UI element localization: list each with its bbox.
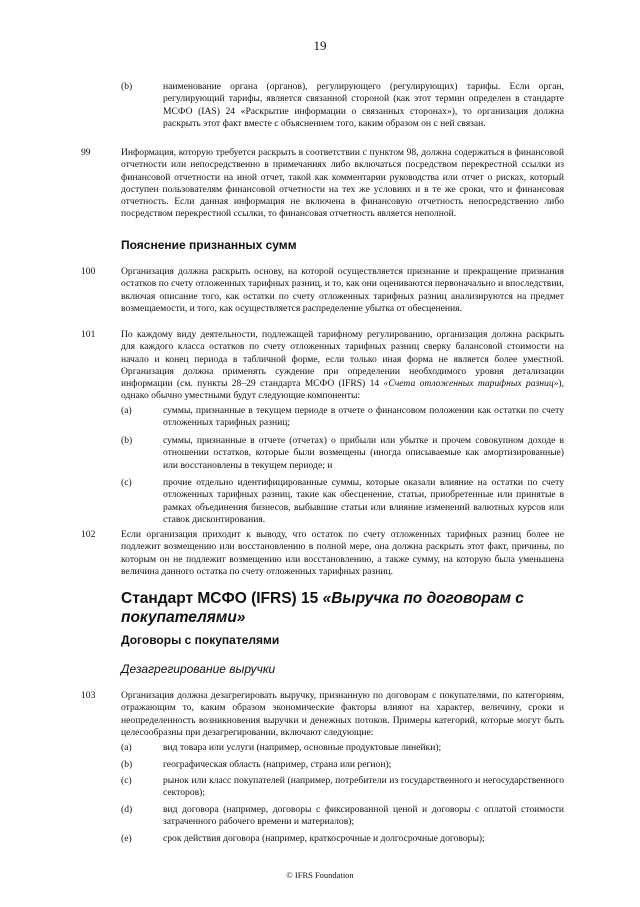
list-item-text: географическая область (например, страна или регион);: [163, 759, 392, 770]
list-item-text: наименование органа (органов), регулирующего (регулирующих) тарифы. Если орган, регулирующий тарифы, является связанной стороной (как этот термин определен в стандарте МСФО (IAS) 24 «Раскрытие информации о связанных сторонах»), то организация должна раскрыть этот факт вместе с объяснением того, каким образом он с ней связан.: [163, 81, 564, 129]
subsection-heading: Дезагрегирование выручки: [121, 662, 276, 676]
list-label: (b): [121, 759, 133, 770]
standard-heading: [121, 589, 541, 627]
paragraph-number: 103: [81, 690, 96, 701]
list-label: (a): [121, 405, 132, 416]
standard-heading-prefix: Стандарт МСФО (IFRS) 15: [121, 590, 323, 607]
list-label: (e): [121, 833, 132, 844]
list-item-text: суммы, признанные в отчете (отчетах) о прибыли или убытке и прочем совокупном доходе в отношении остатков, которые были возмещены (иногда описываемые как амортизированные) или восстановлены в текущем периоде; и: [163, 435, 564, 471]
list-item-text: прочие отдельно идентифицированные суммы, которые оказали влияние на остатки по счету отложенных тарифных разниц, такие как обесценение, статьи, приобретенные или принятые в рамках объединения бизнесов, выбывшие статьи или влияние изменений валютных курсов или ставок дисконтирования.: [163, 477, 564, 525]
paragraph-number: 100: [81, 266, 96, 277]
list-label: (c): [121, 477, 132, 488]
list-item-text: рынок или класс покупателей (например, потребители из государственного и негосударственного секторов);: [163, 775, 564, 799]
list-item-text: вид товара или услуги (например, основные продуктовые линейки);: [163, 742, 442, 753]
list-item-text: суммы, признанные в текущем периоде в отчете о финансовом положении как остатки по счету отложенных тарифных разниц;: [163, 405, 564, 429]
footer-copyright: © IFRS Foundation: [286, 870, 354, 880]
list-label: (b): [121, 81, 133, 92]
paragraph-number: 101: [81, 329, 96, 340]
list-label: (c): [121, 775, 132, 786]
paragraph-text: Информация, которую требуется раскрыть в соответствии с пунктом 98, должна содержаться в финансовой отчетности или непосредственно в примечаниях либо включаться посредством перекрестной ссылки из финансовой отчетности на иной отчет, такой как комментарии руководства или отчет о рисках, который доступен пользователям финансовой отчетности на тех же условиях и в те же сроки, что и финансовая отчетность. Если данная информация не включена в финансовую отчетность непосредственно либо посредством перекрестной ссылки, то финансовая отчетность является неполной.: [121, 147, 564, 220]
list-item-text: вид договора (например, договоры с фиксированной ценой и договоры с оплатой стоимости затраченного рабочего времени и материалов);: [163, 804, 564, 828]
paragraph-number: 102: [81, 529, 96, 540]
list-label: (a): [121, 742, 132, 753]
list-item-text: срок действия договора (например, краткосрочные и долгосрочные договоры);: [163, 833, 485, 844]
paragraph-number: 99: [81, 147, 91, 158]
section-heading: Договоры с покупателями: [121, 633, 280, 647]
paragraph-text: [121, 329, 564, 403]
paragraph-text: Организация должна дезагрегировать выручку, признанную по договорам с покупателями, по категориям, отражающим то, каким образом экономические факторы влияют на характер, величину, сроки и неопределенность возникновения выручки и денежных потоков. Примеры категорий, которые могут быть целесообразны при дезагрегировании, включают следующие:: [121, 690, 564, 738]
page-number: 19: [313, 38, 327, 53]
standard-heading-title: «Выручка по договорам с покупателями»: [121, 590, 524, 626]
section-heading: Пояснение признанных сумм: [121, 238, 297, 252]
paragraph-text: Если организация приходит к выводу, что остаток по счету отложенных тарифных разниц более не подлежит возмещению или восстановлению в полной мере, она должна раскрыть этот факт, причины, по которым он не подлежит возмещению или восстановлению, а также сумму, на которую была уменьшена величина данного остатка по счету отложенных тарифных разниц.: [121, 529, 564, 577]
paragraph-text-part: По каждому виду деятельности, подлежащей тарифному регулированию, организация должна раскрыть для каждого класса остатков по счету отложенных тарифных разниц сверку балансовой стоимости на начало и конец периода в табличной форме, если только иная форма не является более уместной. Организация должна применять суждение при определении необходимого уровня детализации информации (см. пункты 28–29 стандарта МСФО (IFRS) 14: [121, 329, 564, 390]
list-label: (b): [121, 435, 133, 446]
paragraph-text: Организация должна раскрыть основу, на которой осуществляется признание и прекращение признания остатков по счету отложенных тарифных разниц, и то, как они оцениваются первоначально и впоследствии, включая описание того, как остатки по счету отложенных тарифных разниц анализируются на предмет возмещаемости, и того, как осуществляется распределение убытка от обесценения.: [121, 266, 564, 314]
standard-title: «Счета отложенных тарифных разниц»: [383, 378, 559, 390]
paragraph-text-part: ), однако обычно уместными будут следующие компоненты:: [121, 378, 565, 402]
list-label: (d): [121, 804, 133, 815]
